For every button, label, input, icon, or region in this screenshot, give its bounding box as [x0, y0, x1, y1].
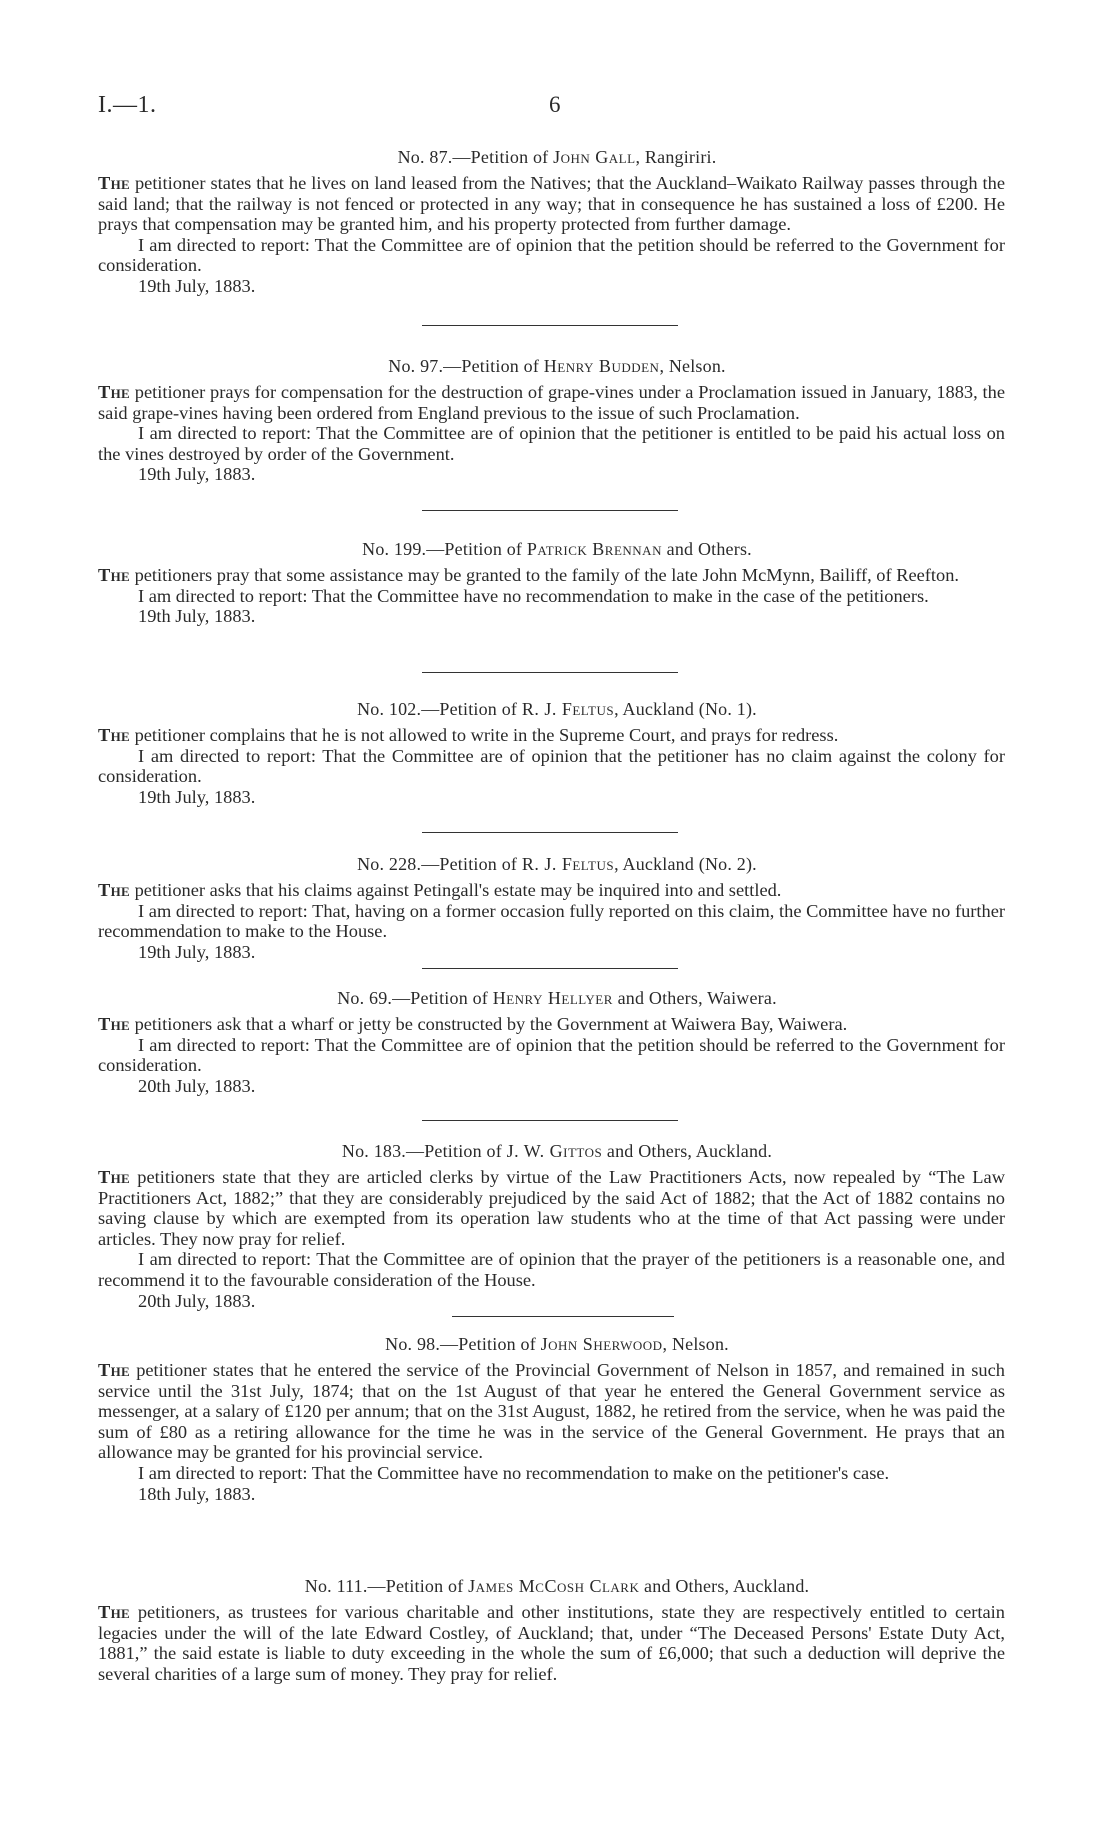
committee-report: I am directed to report: That the Committee are of opinion that the petitioner is entitled to be paid his actual loss on the vines destroyed by order of the Government.: [98, 423, 1005, 464]
section-divider: [422, 832, 678, 833]
section-divider: [422, 510, 678, 511]
petition-97: [0, 355, 1114, 485]
page-header: [0, 92, 1114, 126]
committee-report: I am directed to report: That the Committee are of opinion that the petition should be referred to the Government for consideration.: [98, 1034, 1005, 1076]
petition-body: The petitioners ask that a wharf or jetty be constructed by the Government at Waiwera Bay, Waiwera.: [98, 1014, 848, 1034]
parliamentary-paper-reference: I.—1.: [98, 92, 157, 118]
section-divider: [422, 672, 678, 673]
committee-report: I am directed to report: That the Committee are of opinion that the petition should be referred to the Government for consideration.: [98, 234, 1005, 276]
petition-title: No. 97.—Petition of Henry Budden, Nelson.: [388, 356, 726, 376]
petition-87: [0, 146, 1114, 297]
petition-199: [0, 538, 1114, 627]
petition-102: [0, 698, 1114, 807]
committee-report: I am directed to report: That, having on a former occasion fully reported on this claim, the Committee have no further recommendation to make to the House.: [98, 900, 1005, 942]
committee-report: I am directed to report: That the Committee are of opinion that the prayer of the petitioners is a reasonable one, and recommend it to the favourable consideration of the House.: [98, 1249, 1005, 1290]
report-date: 19th July, 1883.: [138, 606, 256, 627]
report-date: 20th July, 1883.: [138, 1290, 256, 1311]
page-number: 6: [549, 92, 561, 117]
report-date: 19th July, 1883.: [138, 786, 256, 807]
petition-body: The petitioner states that he entered the service of the Provincial Government of Nelson in 1857, and remained in such service until the 31st July, 1874; that on the 1st August of that year he entered the General Government service as messenger, at a salary of £120 per annum; that on the 31st August, 1882, he retired from the service, when he was paid the sum of £80 as a retiring allowance for the time he was in the service of the General Government. He prays that an allowance may be granted for his provincial service.: [98, 1360, 1005, 1463]
petition-title: No. 98.—Petition of John Sherwood, Nelson.: [385, 1334, 729, 1354]
report-date: 19th July, 1883.: [138, 275, 256, 296]
petition-98: [0, 1333, 1114, 1504]
committee-report: I am directed to report: That the Committee have no recommendation to make on the petitioner's case.: [138, 1462, 890, 1483]
petition-111: [0, 1575, 1114, 1684]
petition-title: No. 87.—Petition of John Gall, Rangiriri.: [397, 147, 717, 167]
committee-report: I am directed to report: That the Committee are of opinion that the petitioner has no claim against the colony for consideration.: [98, 745, 1005, 787]
petition-228: [0, 853, 1114, 962]
section-divider: [452, 1316, 674, 1317]
petition-183: [0, 1140, 1114, 1311]
petition-title: No. 69.—Petition of Henry Hellyer and Others, Waiwera.: [337, 988, 777, 1008]
committee-report: I am directed to report: That the Committee have no recommendation to make in the case of the petitioners.: [138, 585, 929, 606]
petition-69: [0, 987, 1114, 1096]
petition-title: No. 183.—Petition of J. W. Gittos and Others, Auckland.: [341, 1141, 773, 1161]
petition-body: The petitioner states that he lives on land leased from the Natives; that the Auckland–Waikato Railway passes through the said land; that the railway is not fenced or protected in any way; that in consequence he has sustained a loss of £200. He prays that compensation may be granted him, and his property protected from further damage.: [98, 173, 1005, 235]
petition-title: No. 102.—Petition of R. J. Feltus, Auckland (No. 1).: [357, 699, 757, 719]
petition-body: The petitioners state that they are articled clerks by virtue of the Law Practitioners Acts, now repealed by “The Law Practitioners Act, 1882;” that they are considerably prejudiced by the said Act of 1882; that the Act of 1882 contains no saving clause by which are exempted from its operation law students who at the time of that Act passing were under articles. They now pray for relief.: [98, 1167, 1005, 1249]
report-date: 18th July, 1883.: [138, 1483, 256, 1504]
section-divider: [422, 968, 678, 969]
petition-title: No. 228.—Petition of R. J. Feltus, Auckland (No. 2).: [357, 854, 757, 874]
section-divider: [422, 1120, 678, 1121]
petition-body: The petitioner complains that he is not allowed to write in the Supreme Court, and prays for redress.: [98, 725, 839, 745]
petition-body: The petitioners, as trustees for various charitable and other institutions, state they are respectively entitled to certain legacies under the will of the late Edward Costley, of Auckland; that, under “The Deceased Persons' Estate Duty Act, 1881,” the said estate is liable to duty exceeding in the whole the sum of £6,000; that such a deduction will deprive the several charities of a large sum of money. They pray for relief.: [98, 1602, 1005, 1684]
report-date: 20th July, 1883.: [138, 1075, 256, 1096]
petition-title: No. 199.—Petition of Patrick Brennan and Others.: [362, 539, 752, 559]
report-date: 19th July, 1883.: [138, 941, 256, 962]
petition-body: The petitioner prays for compensation for the destruction of grape-vines under a Proclamation issued in January, 1883, the said grape-vines having been ordered from England previous to the issue of such Proclamation.: [98, 382, 1005, 423]
petition-body: The petitioners pray that some assistance may be granted to the family of the late John McMynn, Bailiff, of Reefton.: [98, 565, 960, 585]
petition-body: The petitioner asks that his claims against Petingall's estate may be inquired into and settled.: [98, 880, 782, 900]
report-date: 19th July, 1883.: [138, 464, 256, 485]
section-divider: [422, 325, 678, 326]
petition-title: No. 111.—Petition of James McCosh Clark and Others, Auckland.: [304, 1576, 810, 1596]
